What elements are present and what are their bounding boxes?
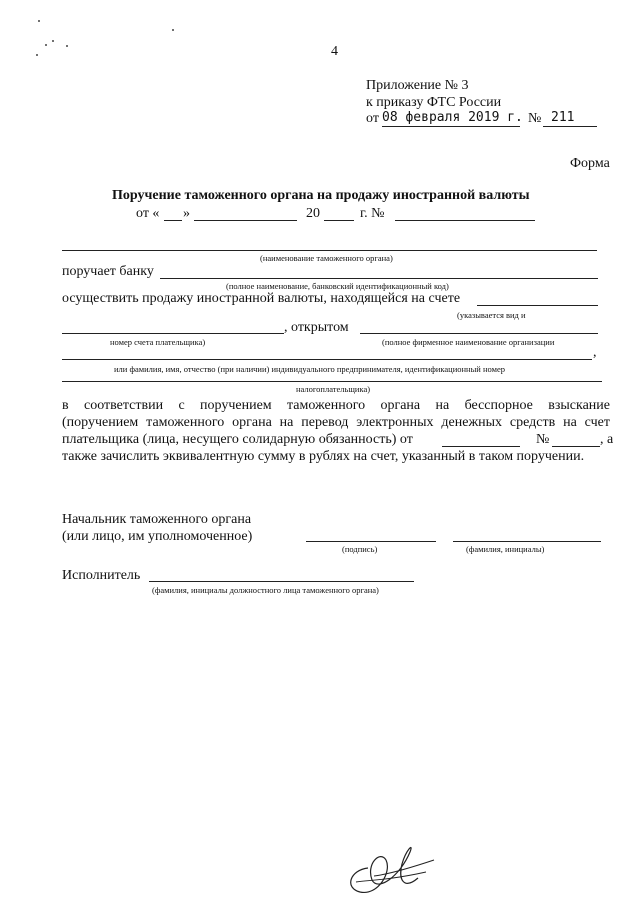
- organization-caption: (полное фирменное наименование организации: [382, 337, 555, 347]
- scan-speck: [38, 20, 40, 22]
- title-date-close-quote: »: [183, 206, 190, 221]
- title-number-blank: [395, 220, 535, 221]
- scan-speck: [45, 44, 47, 46]
- taxpayer-caption: налогоплательщика): [296, 384, 371, 394]
- scan-speck: [36, 54, 38, 56]
- form-label: Форма: [570, 156, 610, 171]
- appendix-number-prefix: №: [528, 111, 542, 126]
- scan-speck: [172, 29, 174, 31]
- handwritten-signature: [330, 830, 450, 900]
- paragraph-line-3-number: №: [536, 432, 550, 447]
- appendix-date-underline: [382, 126, 520, 127]
- title-year-prefix: 20: [306, 206, 320, 221]
- payment-date-blank: [442, 446, 520, 447]
- account-type-caption: (указывается вид и: [457, 310, 526, 320]
- entrepreneur-caption: или фамилия, имя, отчество (при наличии) индивидуального предпринимателя, идентификационный номер: [114, 364, 506, 374]
- title-month-blank: [194, 220, 297, 221]
- customs-body-caption: (наименование таможенного органа): [260, 253, 393, 263]
- title-year-blank: [324, 220, 354, 221]
- executor-line: [149, 581, 414, 582]
- organization-line: [360, 333, 598, 334]
- account-line: [477, 305, 598, 306]
- appendix-title: Приложение № 3: [366, 78, 469, 93]
- name-initials-line: [453, 541, 601, 542]
- head-title-line-1: Начальник таможенного органа: [62, 512, 252, 527]
- appendix-number-underline: [543, 126, 597, 127]
- name-initials-caption: (фамилия, инициалы): [466, 544, 545, 554]
- bank-caption: (полное наименование, банковский идентификационный код): [226, 281, 449, 291]
- paragraph-line-2: (поручением таможенного органа на перевод электронных денежных средств на счет: [62, 415, 610, 430]
- signature-caption: (подпись): [342, 544, 378, 554]
- taxpayer-line: [62, 381, 602, 382]
- sell-currency-text: осуществить продажу иностранной валюты, находящейся на счете: [62, 291, 461, 306]
- executor-caption: (фамилия, инициалы должностного лица таможенного органа): [152, 585, 379, 595]
- bank-line: [160, 278, 598, 279]
- payment-number-blank: [552, 446, 600, 447]
- document-title: Поручение таможенного органа на продажу иностранной валюты: [112, 188, 530, 203]
- instructs-bank-text: поручает банку: [62, 264, 154, 279]
- head-title-line-2: (или лицо, им уполномоченное): [62, 529, 253, 544]
- paragraph-line-3-a: плательщика (лица, несущего солидарную обязанность) от: [62, 432, 413, 447]
- organization-comma: ,: [593, 345, 597, 360]
- appendix-date-prefix: от: [366, 111, 379, 126]
- account-number-caption: номер счета плательщика): [110, 337, 206, 347]
- scan-speck: [66, 45, 68, 47]
- page-number: 4: [331, 44, 338, 59]
- scan-speck: [52, 40, 54, 42]
- opened-text: , открытом: [284, 320, 349, 335]
- title-year-suffix: г. №: [360, 206, 385, 221]
- customs-body-line: [62, 250, 597, 251]
- paragraph-line-4: также зачислить эквивалентную сумму в рублях на счет, указанный в таком поручении.: [62, 449, 585, 464]
- account-number-line: [62, 333, 284, 334]
- paragraph-line-3-c: , а: [600, 432, 614, 447]
- signature-line: [306, 541, 436, 542]
- appendix-order: к приказу ФТС России: [366, 95, 502, 110]
- title-date-from: от «: [136, 206, 160, 221]
- paragraph-line-1: в соответствии с поручением таможенного органа на бесспорное взыскание: [62, 398, 610, 413]
- appendix-date-value: 08 февраля 2019 г.: [382, 110, 523, 125]
- organization-line-2: [62, 359, 592, 360]
- executor-label: Исполнитель: [62, 568, 141, 583]
- appendix-number-value: 211: [551, 110, 575, 125]
- title-day-blank: [164, 220, 182, 221]
